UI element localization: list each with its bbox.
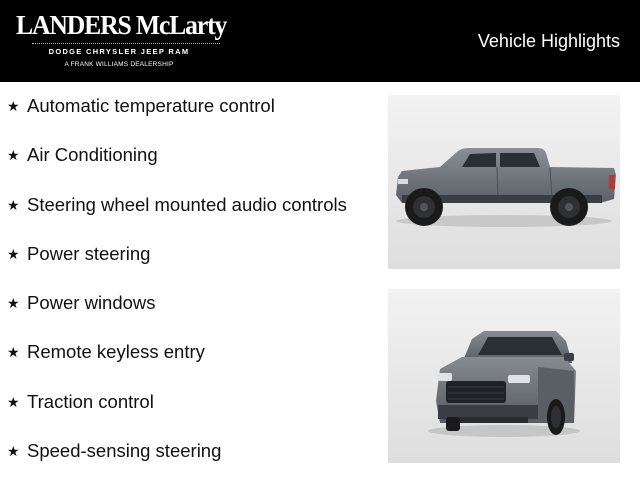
feature-item bbox=[6, 193, 376, 242]
feature-item bbox=[6, 143, 376, 192]
logo-name: LANDERS McLarty bbox=[16, 10, 227, 40]
feature-item bbox=[6, 94, 376, 143]
feature-list bbox=[6, 94, 376, 480]
star-icon: ★ bbox=[7, 245, 20, 262]
feature-item bbox=[6, 390, 376, 439]
feature-label: Automatic temperature control bbox=[27, 95, 275, 116]
feature-item bbox=[6, 439, 376, 480]
page-header bbox=[0, 0, 640, 82]
page-title: Vehicle Highlights bbox=[477, 31, 620, 51]
truck-side-view-photo bbox=[388, 95, 620, 269]
star-icon: ★ bbox=[7, 98, 20, 114]
star-icon: ★ bbox=[7, 344, 20, 361]
truck-front-view-photo bbox=[388, 289, 620, 463]
star-icon: ★ bbox=[7, 393, 20, 410]
vehicle-photo-side[interactable] bbox=[388, 95, 620, 269]
feature-label: Air Conditioning bbox=[27, 144, 158, 166]
feature-label: Remote keyless entry bbox=[27, 341, 205, 363]
star-icon: ★ bbox=[7, 443, 20, 460]
feature-item bbox=[6, 340, 376, 389]
logo-dealer-line: A FRANK WILLIAMS DEALERSHIP bbox=[64, 61, 174, 68]
feature-item bbox=[6, 291, 376, 340]
feature-item bbox=[6, 242, 376, 291]
feature-label: Power windows bbox=[27, 292, 156, 314]
star-icon: ★ bbox=[7, 295, 20, 312]
feature-label: Traction control bbox=[27, 390, 154, 412]
feature-label: Speed-sensing steering bbox=[27, 440, 222, 462]
star-icon: ★ bbox=[7, 196, 20, 213]
feature-label: Steering wheel mounted audio controls bbox=[27, 193, 347, 215]
feature-label: Power steering bbox=[27, 242, 151, 264]
star-icon: ★ bbox=[7, 147, 20, 164]
logo-brands: DODGE CHRYSLER JEEP RAM bbox=[48, 47, 190, 56]
logo-divider bbox=[32, 43, 220, 44]
vehicle-photo-front[interactable] bbox=[388, 289, 620, 463]
dealer-logo[interactable] bbox=[16, 10, 227, 74]
